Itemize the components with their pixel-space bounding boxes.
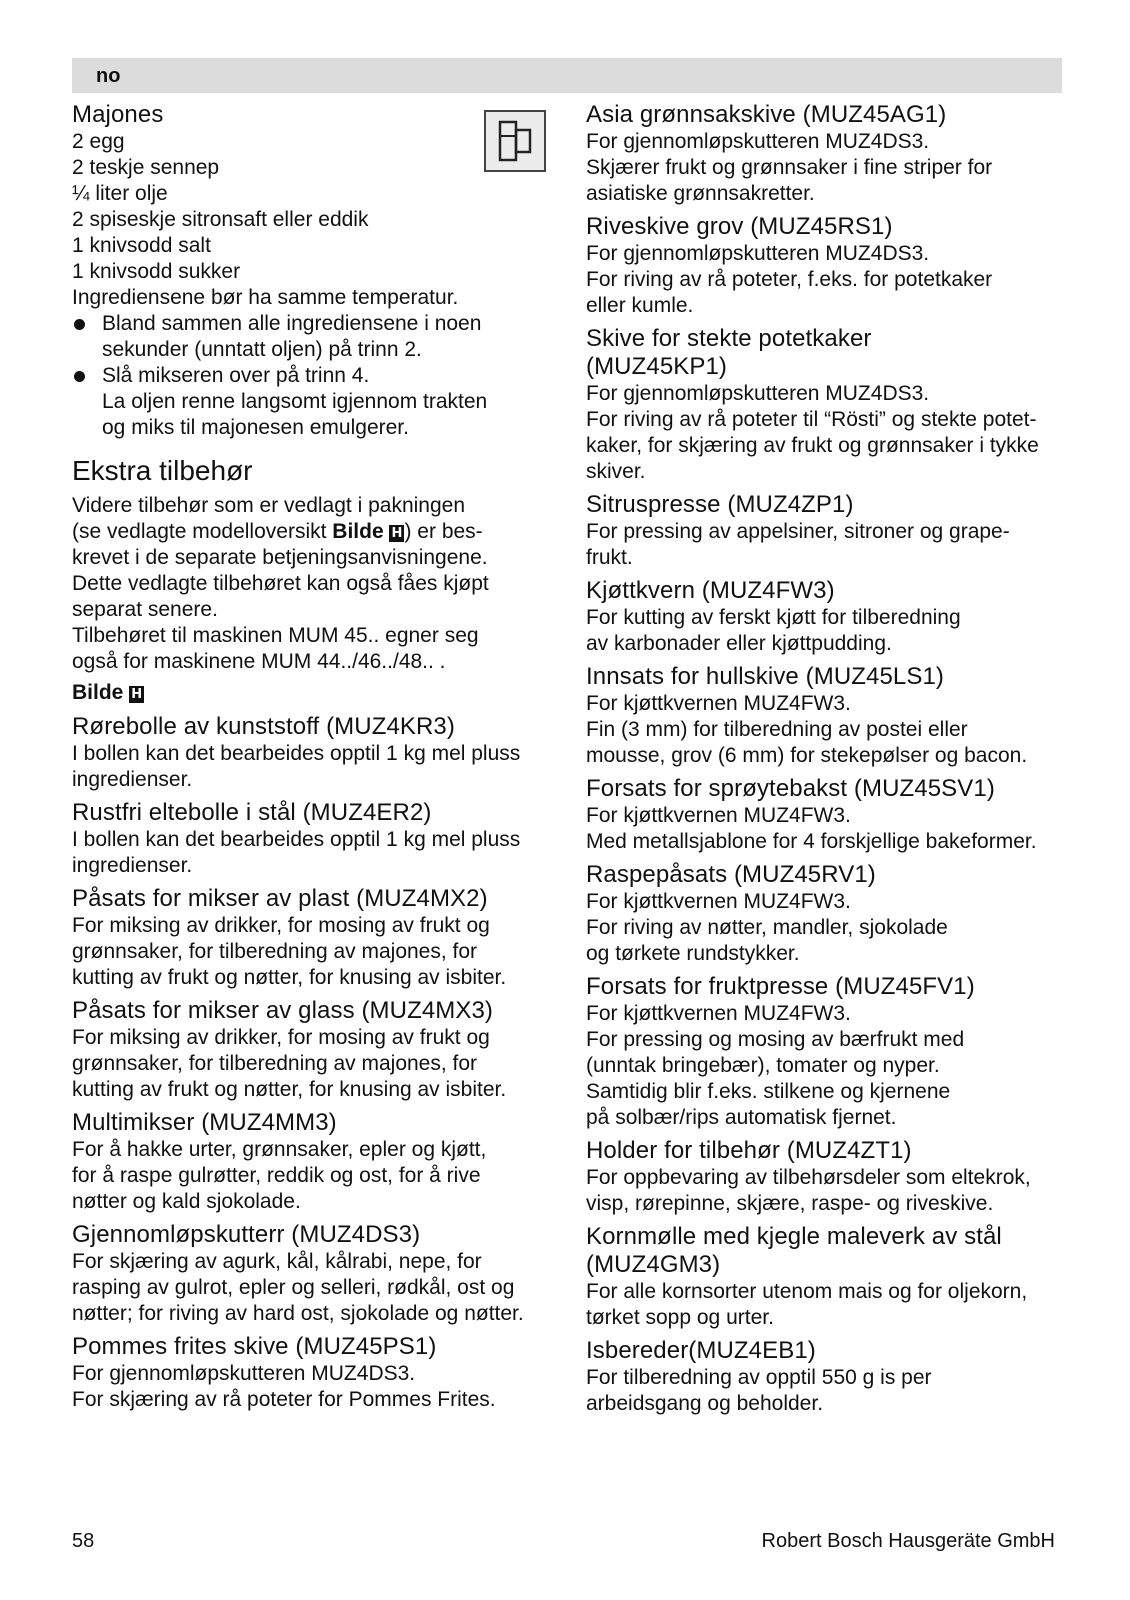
accessory-text: For riving av nøtter, mandler, sjokolade [586,916,948,939]
ingredient: 2 teskje sennep [72,156,220,179]
accessory-text: ingredienser. [72,768,193,791]
accessory-text: asiatiske grønnsakretter. [586,182,815,205]
step-line: Bland sammen alle ingrediensene i noen [102,312,482,335]
accessory-text: For kjøttkvernen MUZ4FW3. [586,1002,851,1025]
accessory-text: For riving av rå poteter til “Rösti” og stekte potet- [586,408,1037,431]
accessory-item [586,213,1072,319]
accessory-text: rasping av gulrot, epler og selleri, rødkål, ost og [72,1276,515,1299]
accessory-item [586,491,1072,571]
accessory-text: visp, rørepinne, skjære, raspe- og riveskive. [586,1192,994,1215]
accessory-title-line: Skive for stekte potetkaker [586,325,872,352]
accessory-text: For miksing av drikker, for mosing av frukt og [72,914,490,937]
accessory-title: Gjennomløpskutterr (MUZ4DS3) [72,1221,421,1248]
ingredients-list [72,129,552,285]
step-line: La oljen renne langsomt igjennom trakten [102,390,488,413]
ingredient: 2 spiseskje sitronsaft eller eddik [72,208,369,231]
accessory-text: For gjennomløpskutteren MUZ4DS3. [586,382,930,405]
accessory-item [586,1137,1072,1217]
accessory-text: på solbær/rips automatisk fjernet. [586,1106,897,1129]
ingredient: 2 egg [72,130,125,153]
accessory-text: ingredienser. [72,854,193,877]
accessory-item [586,861,1072,967]
accessory-title: Riveskive grov (MUZ45RS1) [586,213,893,240]
accessory-title [586,325,1072,381]
accessory-title: Sitruspresse (MUZ4ZP1) [586,491,854,518]
accessory-text: For kjøttkvernen MUZ4FW3. [586,692,851,715]
accessory-text: nøtter og kald sjokolade. [72,1190,301,1213]
accessory-item [586,1337,1072,1417]
accessory-text: For miksing av drikker, for mosing av frukt og [72,1026,490,1049]
accessory-title-line: (MUZ4GM3) [586,1251,721,1278]
accessory-title: Påsats for mikser av plast (MUZ4MX2) [72,885,488,912]
accessory-text: For kjøttkvernen MUZ4FW3. [586,804,851,827]
accessory-text: For alle kornsorter utenom mais og for oljekorn, [586,1280,1028,1303]
bullet-icon [74,319,85,330]
accessory-text: For oppbevaring av tilbehørsdeler som eltekrok, [586,1166,1031,1189]
accessory-title: Påsats for mikser av glass (MUZ4MX3) [72,997,494,1024]
majones-note: Ingrediensene bør ha samme temperatur. [72,286,459,309]
accessory-text: For gjennomløpskutteren MUZ4DS3. [72,1362,416,1385]
accessory-text: I bollen kan det bearbeides opptil 1 kg mel pluss [72,828,521,851]
accessory-title: Raspepåsats (MUZ45RV1) [586,861,876,888]
accessory-text: kaker, for skjæring av frukt og grønnsaker i tykke [586,434,1039,457]
accessory-title: Asia grønnsakskive (MUZ45AG1) [586,101,947,128]
intro-line [72,519,552,545]
accessory-text: frukt. [586,546,633,569]
accessory-text: skiver. [586,460,646,483]
accessory-item [586,101,1072,207]
accessory-item [72,713,552,793]
accessory-item [586,1223,1072,1331]
accessory-text: Samtidig blir f.eks. stilkene og kjernene [586,1080,951,1103]
intro-line: Videre tilbehør som er vedlagt i pakningen [72,494,466,517]
accessory-title: Pommes frites skive (MUZ45PS1) [72,1333,437,1360]
accessory-text: For gjennomløpskutteren MUZ4DS3. [586,130,930,153]
figure-letter-badge: H [389,525,404,542]
accessory-title: Kjøttkvern (MUZ4FW3) [586,577,835,604]
majones-title: Majones [72,101,164,128]
accessory-text: I bollen kan det bearbeides opptil 1 kg mel pluss [72,742,521,765]
accessory-text: Skjærer frukt og grønnsaker i fine striper for [586,156,993,179]
ekstra-intro [72,493,552,675]
intro-line: også for maskinene MUM 44../46../48.. . [72,650,446,673]
accessory-text: grønnsaker, for tilberedning av majones, for [72,1052,478,1075]
accessory-text: mousse, grov (6 mm) for stekepølser og bacon. [586,744,1028,767]
accessory-item [72,1109,552,1215]
accessory-text: av karbonader eller kjøttpudding. [586,632,892,655]
accessory-text: Med metallsjablone for 4 forskjellige bakeformer. [586,830,1037,853]
accessory-title: Innsats for hullskive (MUZ45LS1) [586,663,944,690]
ingredient: 1 knivsodd salt [72,234,211,257]
language-bar [72,58,1062,93]
intro-line: Dette vedlagte tilbehøret kan også fåes kjøpt [72,572,489,595]
accessory-item [586,973,1072,1131]
figure-letter-badge: H [129,686,144,703]
left-column [72,101,552,1419]
accessory-text: og tørkete rundstykker. [586,942,800,965]
accessory-text: Fin (3 mm) for tilberedning av postei eller [586,718,968,741]
accessory-text: grønnsaker, for tilberedning av majones, for [72,940,478,963]
accessory-title: Rustfri eltebolle i stål (MUZ4ER2) [72,799,432,826]
accessory-item [586,663,1072,769]
intro-line: Tilbehøret til maskinen MUM 45.. egner seg [72,624,479,647]
ingredient: ¼ liter olje [72,182,168,205]
step-line: og miks til majonesen emulgerer. [102,416,409,439]
accessory-text: For pressing og mosing av bærfrukt med [586,1028,965,1051]
accessory-text: For kjøttkvernen MUZ4FW3. [586,890,851,913]
figure-ref: Bilde [332,520,384,543]
accessory-item [586,775,1072,855]
accessory-item [586,325,1072,485]
accessory-item [72,885,552,991]
step-line: Slå mikseren over på trinn 4. [102,364,370,387]
figure-label [72,681,552,705]
accessory-title: Isbereder(MUZ4EB1) [586,1337,816,1364]
accessory-item [72,997,552,1103]
accessory-text: arbeidsgang og beholder. [586,1392,824,1415]
accessory-item [72,1221,552,1327]
accessory-title: Multimikser (MUZ4MM3) [72,1109,337,1136]
figure-label-text: Bilde [72,681,124,704]
accessory-title: Holder for tilbehør (MUZ4ZT1) [586,1137,912,1164]
accessory-title-line: Kornmølle med kjegle maleverk av stål [586,1223,1002,1250]
accessory-text: For riving av rå poteter, f.eks. for potetkaker [586,268,993,291]
accessory-text: (unntak bringebær), tomater og nyper. [586,1054,940,1077]
step-bullet [72,363,552,441]
accessory-text: For skjæring av rå poteter for Pommes Frites. [72,1388,496,1411]
accessory-text: For pressing av appelsiner, sitroner og grape- [586,520,1010,543]
language-code: no [96,65,121,87]
accessory-text: tørket sopp og urter. [586,1306,774,1329]
ingredient: 1 knivsodd sukker [72,260,241,283]
accessory-text: For skjæring av agurk, kål, kålrabi, nepe, for [72,1250,482,1273]
intro-line: krevet i de separate betjeningsanvisningene. [72,546,488,569]
accessory-text: For tilberedning av opptil 550 g is per [586,1366,932,1389]
accessory-item [586,577,1072,657]
ekstra-title: Ekstra tilbehør [72,455,253,486]
accessory-title: Forsats for sprøytebakst (MUZ45SV1) [586,775,995,802]
accessory-title: Forsats for fruktpresse (MUZ45FV1) [586,973,975,1000]
accessory-text: For å hakke urter, grønnsaker, epler og kjøtt, [72,1138,487,1161]
step-bullet [72,311,552,363]
accessory-text: For gjennomløpskutteren MUZ4DS3. [586,242,930,265]
accessory-text: kutting av frukt og nøtter, for knusing av isbiter. [72,966,507,989]
accessory-title [586,1223,1072,1279]
accessory-text: eller kumle. [586,294,694,317]
accessory-text: kutting av frukt og nøtter, for knusing av isbiter. [72,1078,507,1101]
step-line: sekunder (unntatt oljen) på trinn 2. [102,338,422,361]
accessory-text: For kutting av ferskt kjøtt for tilberedning [586,606,961,629]
accessory-title: Rørebolle av kunststoff (MUZ4KR3) [72,713,455,740]
accessory-text: for å raspe gulrøtter, reddik og ost, for å rive [72,1164,481,1187]
page-number: 58 [72,1530,95,1552]
right-column [586,101,1072,1423]
accessory-text: nøtter; for riving av hard ost, sjokolade og nøtter. [72,1302,524,1325]
accessory-item [72,799,552,879]
intro-text: (se vedlagte modelloversikt [72,520,333,543]
intro-line: separat senere. [72,598,218,621]
accessory-item [72,1333,552,1413]
majones-section [72,101,552,441]
bullet-icon [74,371,85,382]
footer-brand: Robert Bosch Hausgeräte GmbH [761,1530,1055,1552]
accessory-title-line: (MUZ45KP1) [586,353,728,380]
intro-text: ) er bes- [404,520,483,543]
